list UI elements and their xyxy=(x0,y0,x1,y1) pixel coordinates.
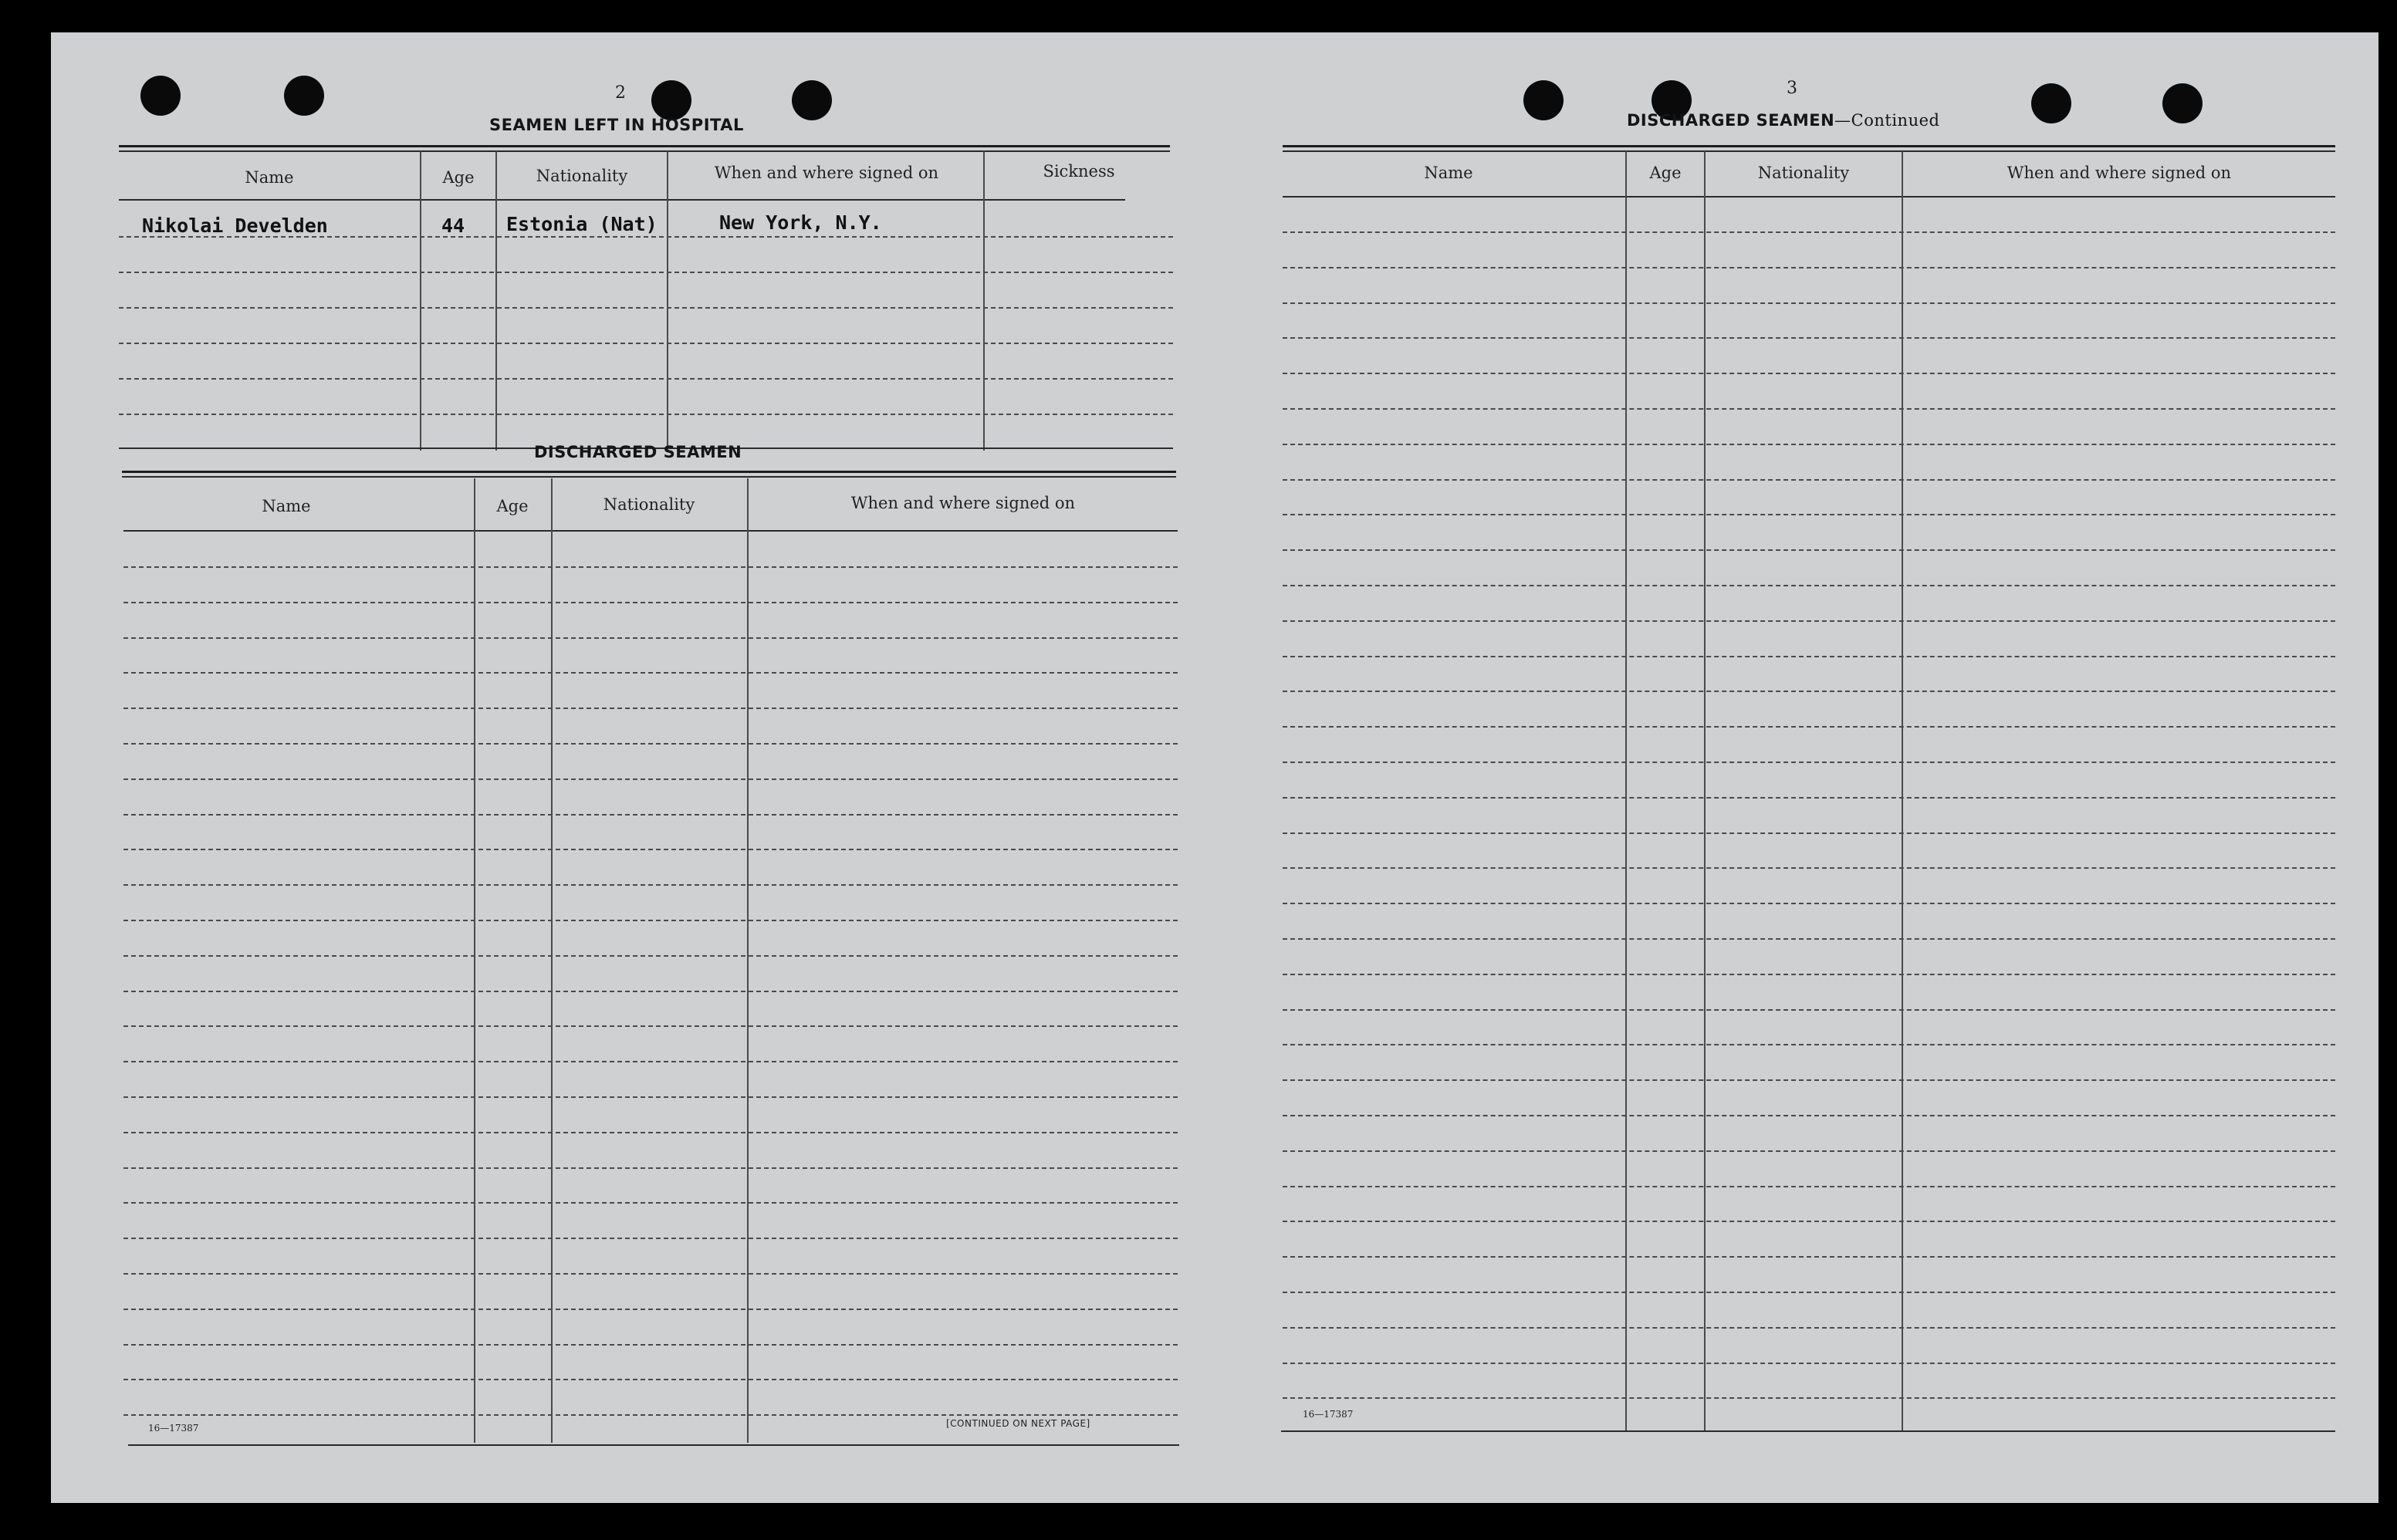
hospital-row-line xyxy=(119,378,1173,380)
row-line xyxy=(1283,832,2335,834)
left-page-number: 2 xyxy=(615,83,626,103)
hospital-top-rule-2 xyxy=(119,150,1170,152)
row-line xyxy=(1283,1363,2335,1364)
row-line xyxy=(1283,974,2335,975)
row-line xyxy=(1283,938,2335,940)
form-number-left: 16—17387 xyxy=(148,1423,199,1434)
row-line xyxy=(1283,373,2335,374)
hospital-row-line xyxy=(119,343,1173,344)
hospital-vline xyxy=(667,151,668,451)
row-line xyxy=(1283,444,2335,445)
row-line xyxy=(123,1167,1178,1169)
discharged-col-nationality: Nationality xyxy=(603,495,695,514)
row-line xyxy=(123,602,1178,603)
hospital-entry-age: 44 xyxy=(441,214,465,237)
row-line xyxy=(1283,231,2335,233)
punch-hole xyxy=(140,76,181,116)
row-line xyxy=(1283,1256,2335,1258)
discharged-header-rule xyxy=(123,530,1178,532)
row-line xyxy=(123,1061,1178,1062)
row-line xyxy=(123,955,1178,957)
punch-hole xyxy=(2162,83,2203,123)
punch-hole xyxy=(1523,80,1564,120)
row-line xyxy=(123,849,1178,850)
row-line xyxy=(123,1273,1178,1275)
hospital-vline xyxy=(983,151,985,451)
row-line xyxy=(123,1379,1178,1380)
row-line xyxy=(1283,1115,2335,1116)
row-line xyxy=(123,743,1178,745)
right-col-signed-on: When and where signed on xyxy=(2007,164,2232,182)
row-line xyxy=(1283,867,2335,869)
row-line xyxy=(123,672,1178,674)
hospital-vline xyxy=(420,151,421,451)
row-line xyxy=(123,1025,1178,1027)
row-line xyxy=(123,1344,1178,1346)
discharged-col-name: Name xyxy=(262,497,311,515)
punch-hole xyxy=(651,80,691,120)
row-line xyxy=(1283,1009,2335,1011)
hospital-section-title: SEAMEN LEFT IN HOSPITAL xyxy=(489,116,744,134)
row-line xyxy=(123,1096,1178,1098)
right-col-name: Name xyxy=(1424,164,1473,182)
hospital-col-age: Age xyxy=(442,168,475,187)
row-line xyxy=(123,884,1178,886)
discharged-continued-title-main: DISCHARGED SEAMEN xyxy=(1627,111,1835,130)
row-line xyxy=(123,814,1178,816)
row-line xyxy=(123,778,1178,780)
row-line xyxy=(1283,762,2335,763)
form-number-right: 16—17387 xyxy=(1303,1409,1354,1420)
discharged-col-age: Age xyxy=(496,497,529,515)
discharged-top-rule xyxy=(122,471,1176,473)
row-line xyxy=(1283,1186,2335,1187)
hospital-row-line xyxy=(119,272,1173,273)
hospital-entry-signed-on: New York, N.Y. xyxy=(719,211,882,234)
row-line xyxy=(1283,620,2335,622)
hospital-header-rule xyxy=(119,199,1125,201)
row-line xyxy=(123,637,1178,639)
row-line xyxy=(1283,656,2335,657)
row-line xyxy=(1283,408,2335,410)
continued-note: [CONTINUED ON NEXT PAGE] xyxy=(946,1418,1090,1429)
right-top-rule xyxy=(1283,145,2335,147)
discharged-section-title: DISCHARGED SEAMEN xyxy=(534,443,742,461)
hospital-entry-nationality: Estonia (Nat) xyxy=(506,213,658,235)
right-vline xyxy=(1902,151,1903,1432)
row-line xyxy=(1283,691,2335,692)
row-line xyxy=(1283,549,2335,551)
row-line xyxy=(1283,1079,2335,1081)
punch-hole xyxy=(284,76,324,116)
discharged-continued-title xyxy=(1627,111,1939,130)
hospital-vline xyxy=(495,151,497,451)
row-line xyxy=(1283,1150,2335,1152)
row-line xyxy=(123,1309,1178,1310)
right-col-nationality: Nationality xyxy=(1757,164,1850,182)
discharged-vline xyxy=(474,478,475,1443)
punch-hole xyxy=(792,80,832,120)
hospital-row-line xyxy=(119,414,1173,415)
right-top-rule-2 xyxy=(1283,150,2335,152)
document-paper xyxy=(51,32,2378,1503)
right-vline xyxy=(1704,151,1706,1432)
row-line xyxy=(1283,479,2335,481)
row-line xyxy=(1283,585,2335,586)
right-vline xyxy=(1625,151,1627,1432)
row-line xyxy=(123,1414,1178,1416)
row-line xyxy=(1283,726,2335,728)
right-page-number: 3 xyxy=(1787,79,1797,98)
row-line xyxy=(123,991,1178,992)
row-line xyxy=(1283,1044,2335,1045)
row-line xyxy=(1283,903,2335,904)
right-col-age: Age xyxy=(1649,164,1682,182)
row-line xyxy=(123,1238,1178,1239)
row-line xyxy=(1283,1327,2335,1329)
punch-hole xyxy=(2031,83,2071,123)
hospital-row-line xyxy=(119,307,1173,309)
row-line xyxy=(1283,797,2335,799)
hospital-col-signed-on: When and where signed on xyxy=(714,164,939,182)
discharged-continued-title-suffix: —Continued xyxy=(1834,111,1940,130)
right-bottom-rule xyxy=(1281,1430,2335,1432)
row-line xyxy=(1283,1292,2335,1293)
row-line xyxy=(1283,302,2335,304)
row-line xyxy=(1283,337,2335,339)
hospital-entry-name: Nikolai Develden xyxy=(142,214,328,237)
discharged-vline xyxy=(747,478,749,1443)
discharged-bottom-rule xyxy=(128,1444,1179,1446)
row-line xyxy=(123,1202,1178,1204)
right-header-rule xyxy=(1283,196,2335,198)
row-line xyxy=(123,566,1178,568)
hospital-col-nationality: Nationality xyxy=(536,167,628,185)
row-line xyxy=(1283,267,2335,268)
discharged-col-signed-on: When and where signed on xyxy=(850,494,1076,512)
row-line xyxy=(1283,514,2335,515)
row-line xyxy=(1283,1221,2335,1222)
row-line xyxy=(123,1132,1178,1133)
row-line xyxy=(123,920,1178,921)
row-line xyxy=(1283,1397,2335,1399)
hospital-top-rule xyxy=(119,145,1170,147)
hospital-col-sickness: Sickness xyxy=(1043,162,1115,181)
discharged-top-rule-2 xyxy=(122,476,1176,478)
discharged-vline xyxy=(551,478,553,1443)
hospital-col-name: Name xyxy=(245,168,294,187)
row-line xyxy=(123,708,1178,709)
